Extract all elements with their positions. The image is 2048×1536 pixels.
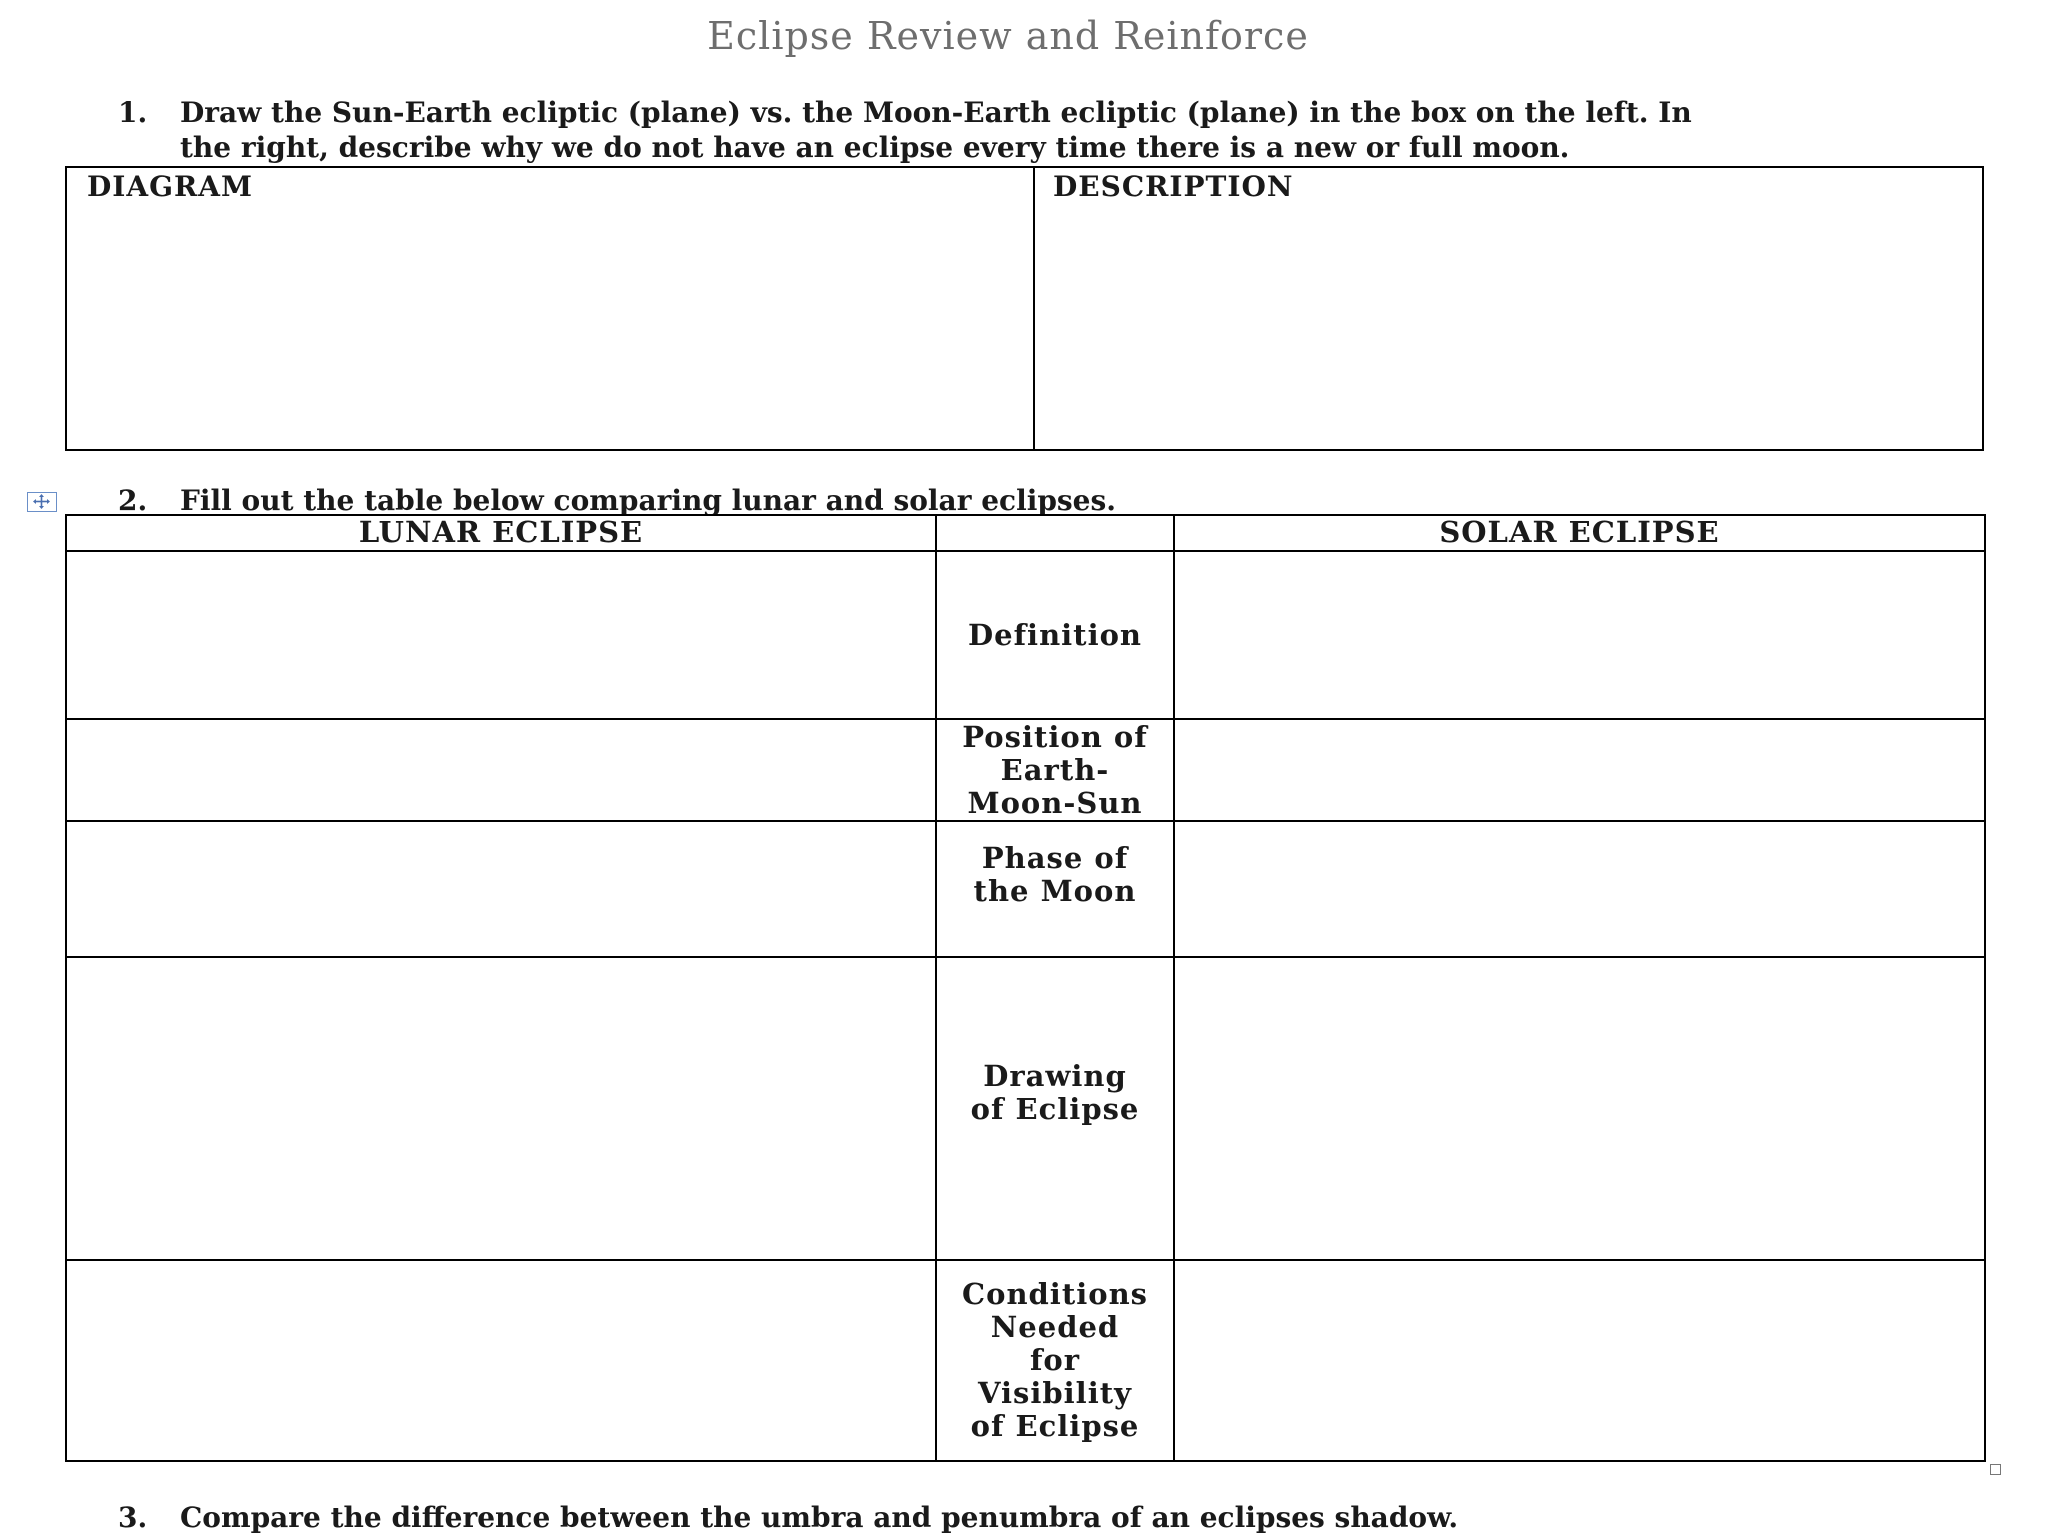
- row-label-cell: [936, 719, 1174, 821]
- question-1: [118, 95, 1978, 165]
- table-row: [66, 719, 1985, 821]
- table-row: [66, 1260, 1985, 1461]
- question-1-number: 1.: [118, 96, 148, 129]
- table-header-row: [66, 515, 1985, 551]
- lunar-answer-cell[interactable]: [66, 1260, 936, 1461]
- question-2-text: Fill out the table below comparing lunar and solar eclipses.: [180, 484, 1117, 517]
- table-row: [66, 551, 1985, 719]
- lunar-answer-cell[interactable]: [66, 821, 936, 957]
- lunar-answer-cell[interactable]: [66, 551, 936, 719]
- question-2-number: 2.: [118, 484, 148, 517]
- row-label: Definition: [967, 617, 1143, 652]
- row-label: of Eclipse: [970, 1091, 1140, 1126]
- solar-answer-cell[interactable]: [1174, 719, 1985, 821]
- row-label: Earth-: [1000, 752, 1110, 787]
- lunar-answer-cell[interactable]: [66, 719, 936, 821]
- description-label: DESCRIPTION: [1053, 170, 1294, 203]
- move-arrows-icon[interactable]: [27, 492, 57, 512]
- lunar-answer-cell[interactable]: [66, 957, 936, 1260]
- resize-handle-icon[interactable]: [1990, 1464, 2001, 1475]
- row-label: Needed: [990, 1310, 1120, 1344]
- row-label: Visibility: [978, 1376, 1132, 1410]
- diagram-description-box: [65, 166, 1984, 451]
- blank-header: [936, 515, 1174, 551]
- table-row: [66, 821, 1985, 957]
- solar-answer-cell[interactable]: [1174, 957, 1985, 1260]
- row-label: of Eclipse: [970, 1409, 1140, 1443]
- question-3: [118, 1500, 1978, 1535]
- page-title: Eclipse Review and Reinforce: [707, 14, 1309, 58]
- row-label: Drawing: [983, 1058, 1127, 1093]
- question-3-text: Compare the difference between the umbra and penumbra of an eclipses shadow.: [180, 1501, 1459, 1534]
- box-divider: [1033, 168, 1035, 449]
- question-2: [118, 483, 1978, 518]
- row-label: Moon-Sun: [967, 785, 1143, 820]
- diagram-label: DIAGRAM: [87, 170, 254, 203]
- row-label-cell: [936, 821, 1174, 957]
- solar-answer-cell[interactable]: [1174, 551, 1985, 719]
- solar-answer-cell[interactable]: [1174, 1260, 1985, 1461]
- row-label: Phase of: [981, 841, 1129, 875]
- question-1-line-1: Draw the Sun-Earth ecliptic (plane) vs. the Moon-Earth ecliptic (plane) in the box on the left. In: [180, 96, 1692, 129]
- row-label-cell: [936, 957, 1174, 1260]
- row-label: Conditions: [962, 1277, 1148, 1311]
- comparison-table: [65, 514, 1986, 1462]
- solar-answer-cell[interactable]: [1174, 821, 1985, 957]
- lunar-eclipse-header: LUNAR ECLIPSE: [66, 515, 936, 551]
- row-label: for: [1029, 1343, 1081, 1377]
- question-1-line-2: the right, describe why we do not have an eclipse every time there is a new or full moon.: [180, 131, 1570, 164]
- solar-eclipse-header: SOLAR ECLIPSE: [1174, 515, 1985, 551]
- row-label: Position of: [962, 719, 1148, 754]
- row-label-cell: [936, 551, 1174, 719]
- row-label: the Moon: [973, 874, 1137, 908]
- question-3-number: 3.: [118, 1501, 148, 1534]
- row-label-cell: [936, 1260, 1174, 1461]
- table-row: [66, 957, 1985, 1260]
